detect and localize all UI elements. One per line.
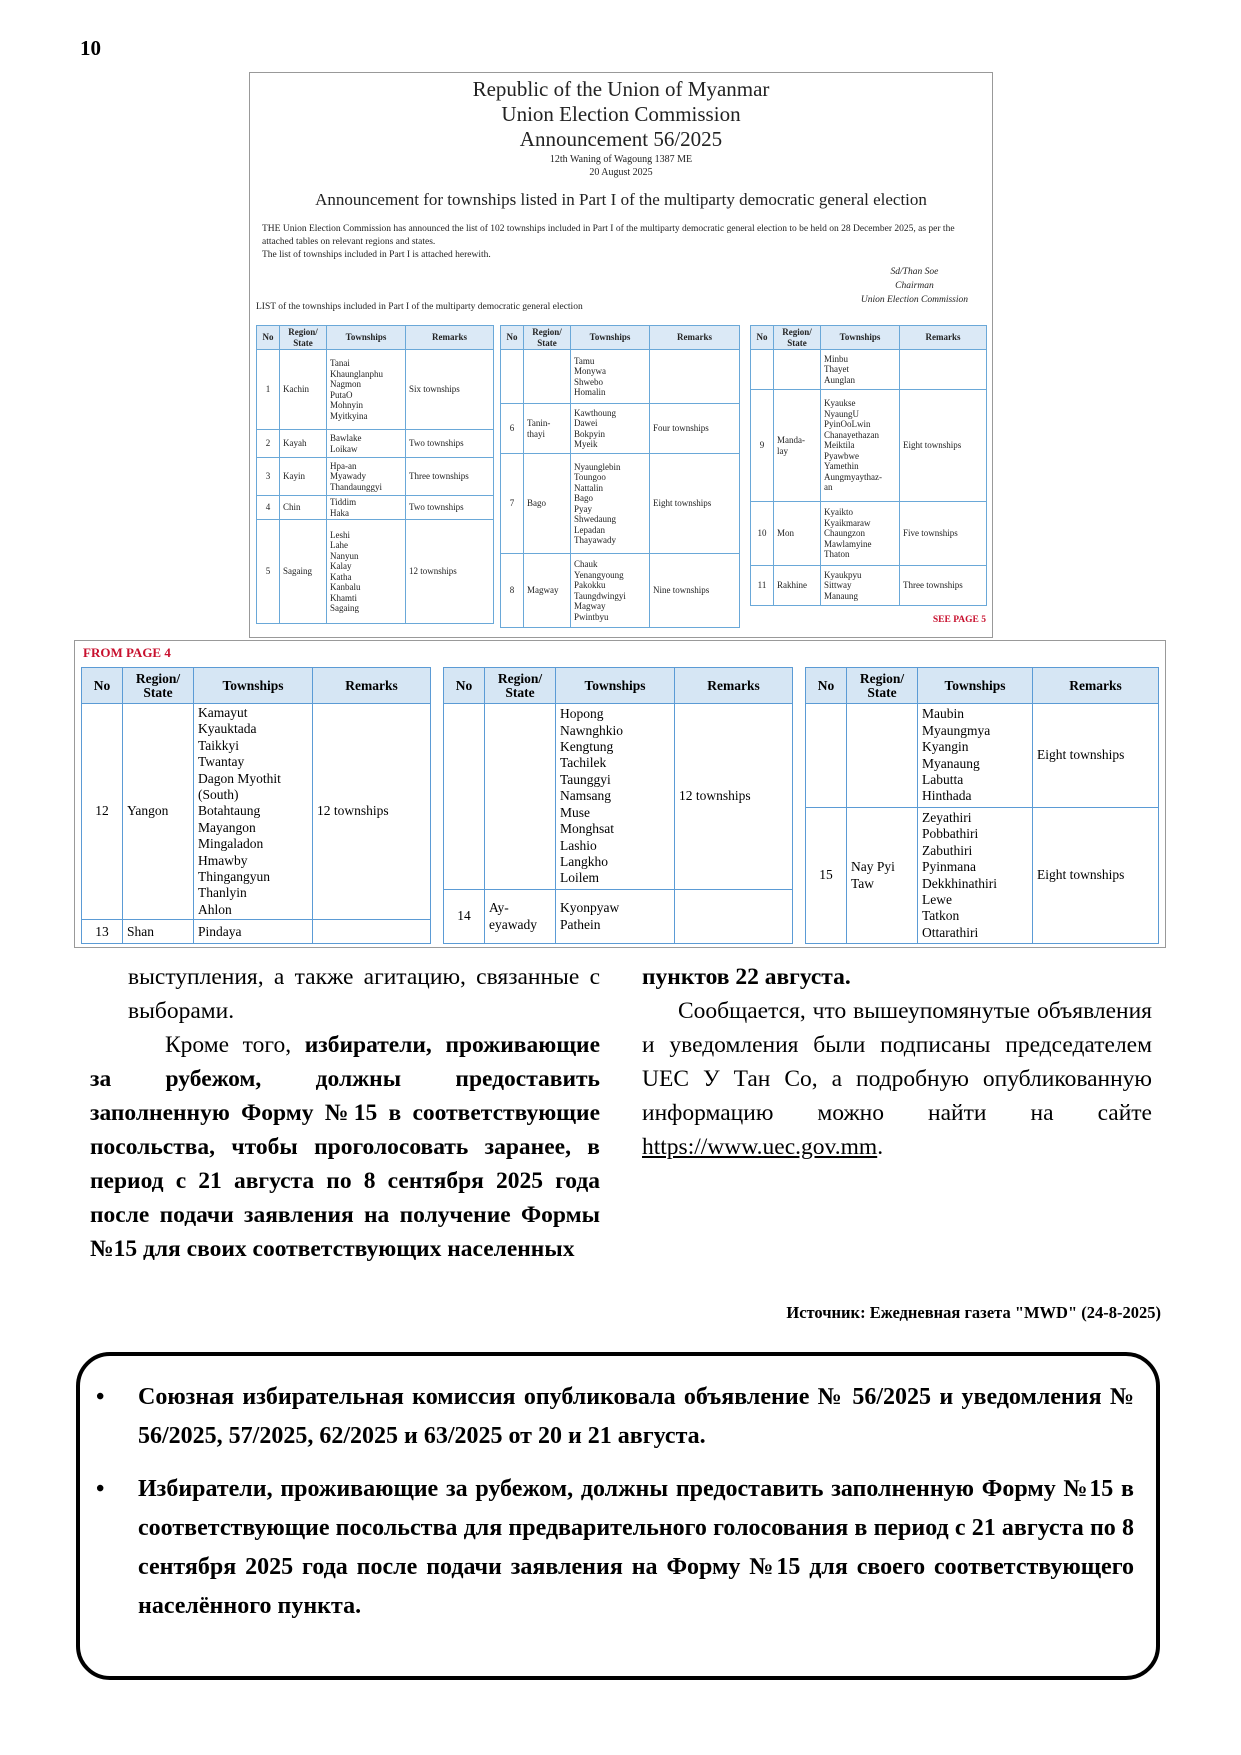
cell-remarks: 12 townships [313,704,431,920]
cell-region [485,704,556,890]
table-row [257,430,494,458]
table-row [257,350,494,430]
announcement-body-attached: The list of townships included in Part I is attached herewith. [262,250,491,260]
table-row [444,704,793,890]
right-paragraph-2-end: . [877,1134,884,1160]
table-header-row [751,326,987,350]
cell-townships: Zeyathiri Pobbathiri Zabuthiri Pyinmana Dekkhinathiri Lewe Tatkon Ottarathiri [918,808,1033,944]
announcement-clipping [249,72,993,638]
left-paragraph-2-bold: избиратели, проживающие за рубежом, должны предоставить заполненную Форму №15 в соответствующие посольства, чтобы проголосовать заранее, в период с 21 августа по 8 сентября 2025 года после подачи заявления на получение Формы №15 для своих соответствующих населенных [90,1032,601,1262]
cell-no: 14 [444,890,485,944]
cell-remarks: Eight townships [1033,704,1159,808]
see-page-note: SEE PAGE 5 [932,615,986,625]
header-no: No [806,668,847,704]
cell-remarks: Eight townships [650,454,740,554]
township-table-5 [443,667,793,944]
cell-no: 6 [501,404,524,454]
cell-remarks: Six townships [406,350,494,430]
cell-no: 11 [751,566,774,606]
cell-no [806,704,847,808]
cell-remarks: Eight townships [900,390,987,502]
signature-org: Union Election Commission [860,295,968,305]
cell-no: 10 [751,502,774,566]
cell-region: Magway [524,554,571,628]
cell-townships: Kyaukpyu Sittway Manaung [821,566,900,606]
summary-bullet-1: • Союзная избирательная комиссия опубликовала объявление № 56/2025 и уведомления № 56/2025, 57/2025, 62/2025 и 63/2025 от 20 и 21 августа. [138,1378,1134,1456]
cell-townships: Kyaikto Kyaikmaraw Chaungzon Mawlamyine Thaton [821,502,900,566]
table-row [444,890,793,944]
cell-remarks: 12 townships [675,704,793,890]
cell-region [774,350,821,390]
header-townships: Townships [327,326,406,350]
cell-townships: Leshi Lahe Nanyun Kalay Katha Kanbalu Khamti Sagaing [327,520,406,624]
cell-region [847,704,918,808]
header-region: Region/ State [123,668,194,704]
header-region: Region/ State [485,668,556,704]
table-header-row [82,668,431,704]
left-paragraph-2 [90,1028,600,1266]
from-page-note: FROM PAGE 4 [83,645,171,660]
cell-remarks: Two townships [406,496,494,520]
table-row [806,704,1159,808]
header-townships: Townships [571,326,650,350]
township-list-title: LIST of the townships included in Part I of the multiparty democratic general election [256,302,583,312]
header-no: No [257,326,280,350]
cell-region [524,350,571,404]
announcement-body [262,223,982,262]
header-townships: Townships [821,326,900,350]
cell-remarks: Two townships [406,430,494,458]
table-header-row [257,326,494,350]
header-no: No [501,326,524,350]
header-townships: Townships [194,668,313,704]
cell-townships: Minbu Thayet Aunglan [821,350,900,390]
cell-no [444,704,485,890]
cell-region: Kachin [280,350,327,430]
cell-remarks: Nine townships [650,554,740,628]
header-remarks: Remarks [675,668,793,704]
table-header-row [806,668,1159,704]
table-row [501,404,740,454]
cell-townships: Tanai Khaunglanphu Nagmon PutaO Mohnyin Myitkyina [327,350,406,430]
cell-region: Tanin- thayi [524,404,571,454]
summary-list [138,1378,1134,1640]
cell-region: Rakhine [774,566,821,606]
continued-clipping [74,640,1166,948]
cell-townships: Hpa-an Myawady Thandaunggyi [327,458,406,496]
signature-title: Chairman [895,281,934,291]
cell-region: Mon [774,502,821,566]
cell-remarks: Four townships [650,404,740,454]
signature-name: Sd/Than Soe [890,267,939,277]
cell-townships: Kamayut Kyauktada Taikkyi Twantay Dagon Myothit (South) Botahtaung Mayangon Mingaladon Hmawby Thingangyun Thanlyin Ahlon [194,704,313,920]
cell-townships: Bawlake Loikaw [327,430,406,458]
cell-townships: Kyaukse NyaungU PyinOoLwin Chanayethazan Meiktila Pyawbwe Yamethin Aungmyaythaz- an [821,390,900,502]
table-row [751,350,987,390]
table-row [751,566,987,606]
cell-no: 3 [257,458,280,496]
cell-no [751,350,774,390]
township-table-4 [81,667,431,944]
table-header-row [501,326,740,350]
cell-townships: Tamu Monywa Shwebo Homalin [571,350,650,404]
cell-townships: Nyaunglebin Toungoo Nattalin Bago Pyay Shwedaung Lepadan Thayawady [571,454,650,554]
cell-remarks: Three townships [406,458,494,496]
cell-remarks [900,350,987,390]
table-row [257,458,494,496]
announcement-body-text: THE Union Election Commission has announced the list of 102 townships included in Part I of the multiparty democratic general election to be held on 28 December 2025, as per the attached tables on relevant regions and states. [262,224,955,247]
township-table-1 [256,325,494,624]
header-townships: Townships [918,668,1033,704]
cell-remarks: Five townships [900,502,987,566]
cell-no: 15 [806,808,847,944]
table-row [806,808,1159,944]
cell-region: Ay- eyawady [485,890,556,944]
cell-region: Chin [280,496,327,520]
cell-no: 4 [257,496,280,520]
header-townships: Townships [556,668,675,704]
cell-region: Manda- lay [774,390,821,502]
cell-remarks: 12 townships [406,520,494,624]
cell-region: Nay Pyi Taw [847,808,918,944]
table-row [501,454,740,554]
header-no: No [751,326,774,350]
announcement-title-number: Announcement 56/2025 [519,127,723,151]
table-header-row [444,668,793,704]
header-region: Region/ State [280,326,327,350]
page-number: 10 [80,36,101,60]
table-row [82,704,431,920]
cell-no: 1 [257,350,280,430]
table-row [257,496,494,520]
cell-region: Yangon [123,704,194,920]
cell-no: 8 [501,554,524,628]
header-region: Region/ State [774,326,821,350]
cell-townships: Kawthoung Dawei Bokpyin Myeik [571,404,650,454]
cell-townships: Kyonpyaw Pathein [556,890,675,944]
table-row [82,920,431,944]
announcement-date: 20 August 2025 [589,167,653,178]
table-row [751,502,987,566]
table-row [501,554,740,628]
cell-remarks [313,920,431,944]
township-table-2 [500,325,740,628]
header-remarks: Remarks [313,668,431,704]
header-region: Region/ State [524,326,571,350]
cell-region: Kayin [280,458,327,496]
cell-no: 13 [82,920,123,944]
cell-remarks: Three townships [900,566,987,606]
right-text-column [642,960,1152,1164]
cell-remarks: Eight townships [1033,808,1159,944]
cell-townships: Pindaya [194,920,313,944]
cell-no: 2 [257,430,280,458]
cell-no: 12 [82,704,123,920]
cell-region: Shan [123,920,194,944]
header-remarks: Remarks [406,326,494,350]
announcement-heading: Announcement for townships listed in Part I of the multiparty democratic general election [315,190,927,209]
table-row [501,350,740,404]
township-table-3 [750,325,987,606]
cell-remarks [675,890,793,944]
left-text-column [90,960,600,1266]
summary-box [76,1352,1160,1680]
header-no: No [444,668,485,704]
cell-townships: Tiddim Haka [327,496,406,520]
header-region: Region/ State [847,668,918,704]
summary-bullet-2: • Избиратели, проживающие за рубежом, должны предоставить заполненную Форму №15 в соответствующие посольства для предварительного голосования в период с 21 августа по 8 сентября 2025 года после подачи заявления на Форму №15 для своего соответствующего населённого пункта. [138,1470,1134,1626]
announcement-title-republic: Republic of the Union of Myanmar [472,77,770,101]
township-table-6 [805,667,1159,944]
cell-townships: Hopong Nawnghkio Kengtung Tachilek Taunggyi Namsang Muse Monghsat Lashio Langkho Loilem [556,704,675,890]
header-remarks: Remarks [650,326,740,350]
cell-region: Sagaing [280,520,327,624]
header-remarks: Remarks [900,326,987,350]
right-paragraph-1: пунктов 22 августа. [642,964,851,990]
uec-website-link[interactable]: https://www.uec.gov.mm [642,1134,878,1160]
cell-no: 5 [257,520,280,624]
left-paragraph-1: выступления, а также агитацию, связанные с выборами. [128,964,600,1024]
left-paragraph-2-lead: Кроме того, [165,1032,305,1058]
right-paragraph-2 [642,994,1152,1164]
cell-no: 9 [751,390,774,502]
header-remarks: Remarks [1033,668,1159,704]
header-no: No [82,668,123,704]
right-paragraph-2-text: Сообщается, что вышеупомянутые объявления и уведомления были подписаны председателем UEC У Тан Со, а подробную опубликованную информацию можно найти на сайте [642,998,1152,1126]
table-row [751,390,987,502]
cell-remarks [650,350,740,404]
announcement-title-commission: Union Election Commission [501,102,741,126]
cell-region: Bago [524,454,571,554]
source-note: Источник: Ежедневная газета "MWD" (24-8-2025) [786,1303,1161,1322]
announcement-signature [861,265,968,307]
cell-no [501,350,524,404]
cell-no: 7 [501,454,524,554]
cell-townships: Chauk Yenangyoung Pakokku Taungdwingyi Magway Pwintbyu [571,554,650,628]
cell-townships: Maubin Myaungmya Kyangin Myanaung Labutta Hinthada [918,704,1033,808]
cell-region: Kayah [280,430,327,458]
announcement-date-me: 12th Waning of Wagoung 1387 ME [549,154,693,165]
table-row [257,520,494,624]
